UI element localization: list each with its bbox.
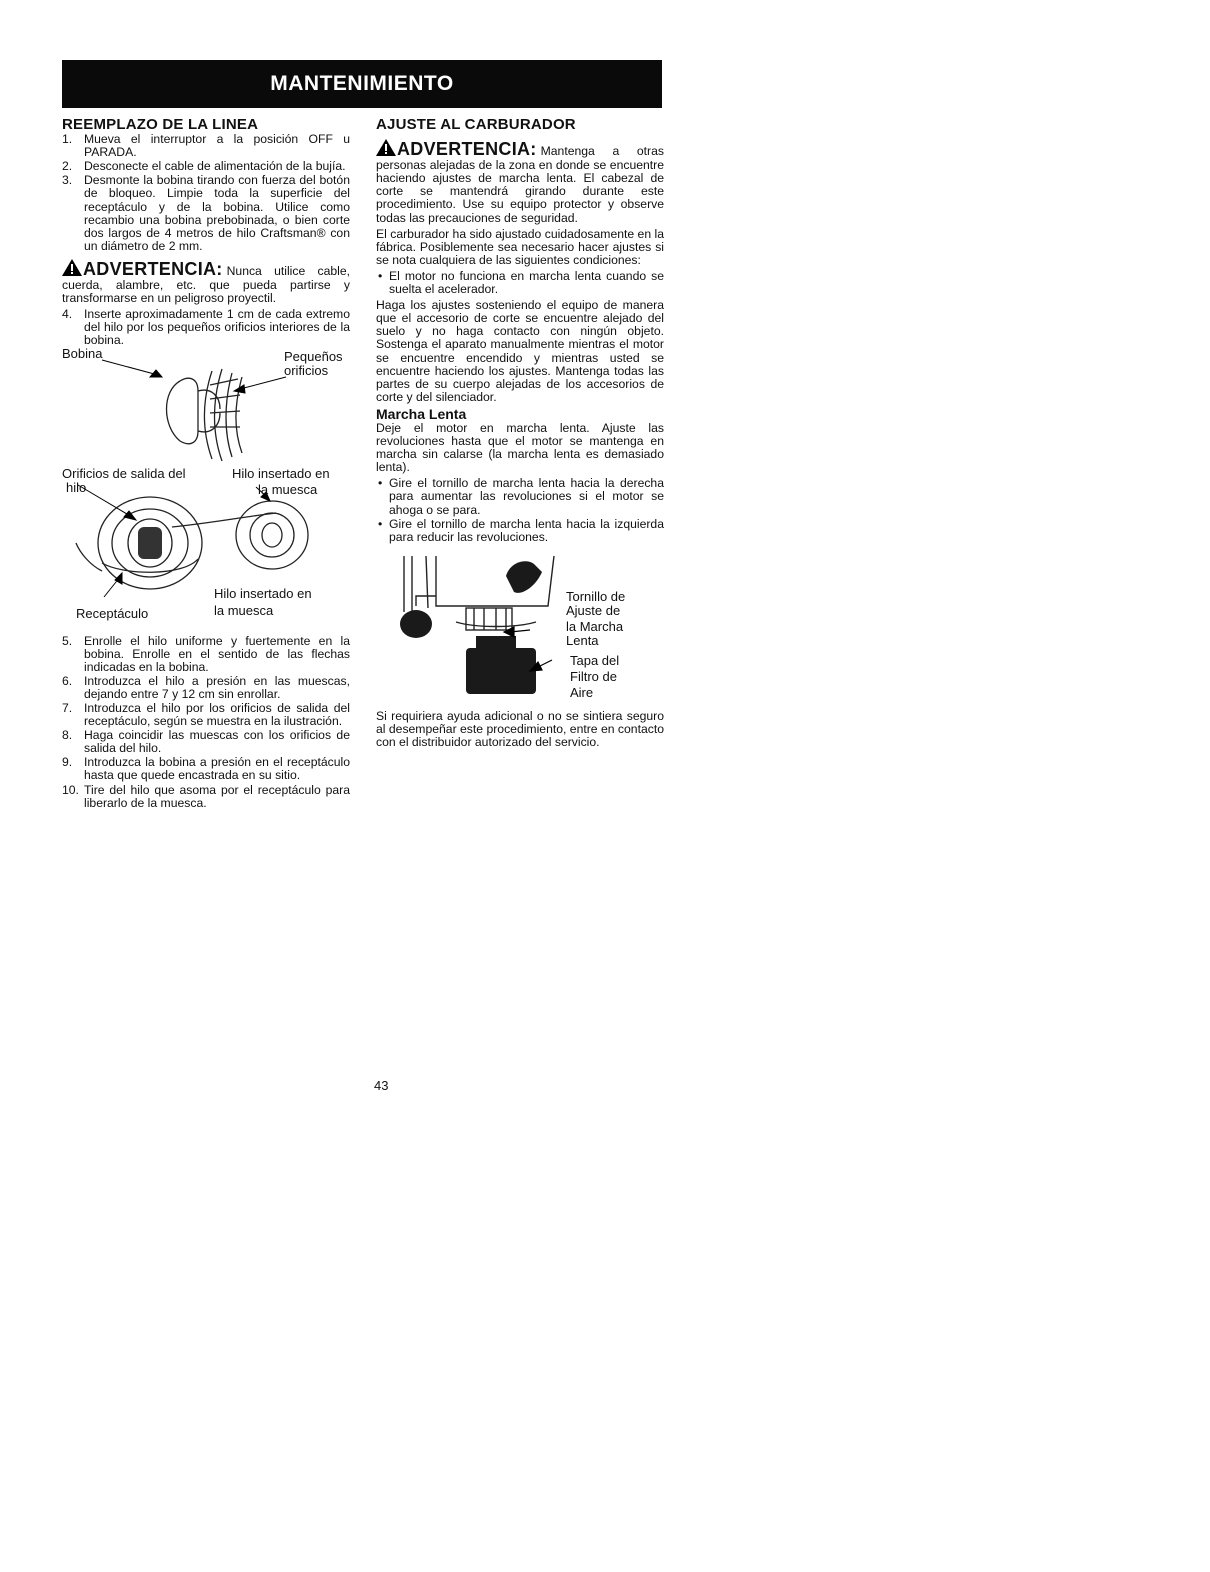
steps-list-b (62, 635, 350, 810)
step-item (62, 635, 350, 674)
line-replacement-heading: REEMPLAZO DE LA LINEA (62, 116, 259, 133)
steps-list-4 (62, 308, 350, 347)
step-number: 2. (62, 159, 73, 174)
step-item (62, 702, 350, 728)
step-text: Introduzca la bobina a presión en el receptáculo hasta que quede encastrada en su sitio. (84, 755, 350, 783)
step-item (62, 308, 350, 347)
step-text: Tire del hilo que asoma por el receptáculo para liberarlo de la muesca. (84, 782, 350, 810)
step-number: 9. (62, 755, 73, 770)
paragraph-idle: Deje el motor en marcha lenta. Ajuste las revoluciones hasta que el motor se mantenga en marcha sin calarse (la marcha lenta es demasiado lenta). (376, 420, 664, 475)
air-filter-cover-label-1: Tapa del (570, 652, 620, 668)
carburetor-warning (376, 139, 664, 225)
line-notch-top-label-1: Hilo insertado en (232, 465, 330, 481)
list-item: • Gire el tornillo de marcha lenta hacia la izquierda para reducir las revoluciones. (376, 518, 664, 544)
step-text: Introduzca el hilo por los orificios de salida del receptáculo, según se muestra en la ilustración. (84, 700, 350, 729)
step-number: 6. (62, 673, 73, 688)
step-item (62, 675, 350, 701)
warning-label: ADVERTENCIA: (83, 258, 223, 279)
idle-screw-label-1: Tornillo de (566, 588, 626, 604)
step-item (62, 160, 350, 173)
spool-label: Bobina (62, 345, 103, 361)
warning-text: Mantenga a otras personas alejadas de la zona en donde se encuentre haciendo ajustes de marcha lenta. El cabezal de corte se mantendrá girando durante este procedimiento. Use su equipo protector y observe todas las precauciones de seguridad. (376, 144, 664, 225)
exit-holes-label-1: Orificios de salida del (62, 465, 186, 481)
steps-list-a (62, 133, 350, 253)
list-item: • Gire el tornillo de marcha lenta hacia la derecha para aumentar las revoluciones si el motor se ahoga o se para. (376, 477, 664, 516)
air-filter-cover-label-3: Aire (570, 684, 594, 700)
warning-text: Nunca utilice cable, cuerda, alambre, etc. que pueda partirse y transformarse en un peligroso proyectil. (62, 263, 350, 306)
paragraph-adjust-procedure: Haga los ajustes sosteniendo el equipo de manera que el accesorio de corte se encuentre alejado del suelo y no haga contacto con ningún objeto. Sostenga el aparato manualmente mientras el motor se encuentre encendido y mientras usted se encuentre haciendo los ajustes. Mantenga todas las partes de su cuerpo alejadas de los accesorios de corte y del silenciador. (376, 298, 664, 404)
idle-screw-label-2: Ajuste de (566, 602, 621, 618)
step-item (62, 784, 350, 810)
step-number: 7. (62, 700, 73, 715)
left-column (62, 118, 350, 813)
step-text: Haga coincidir las muescas con los orificios de salida del hilo. (84, 728, 350, 756)
step-text: Inserte aproximadamente 1 cm de cada extremo del hilo por los pequeños orificios interiores de la bobina. (84, 307, 350, 348)
idle-screw-label-3: la Marcha (566, 618, 624, 634)
step-number: 5. (62, 633, 73, 648)
idle-screw-label-4: Lenta (566, 632, 599, 648)
idle-subheading: Marcha Lenta (376, 405, 467, 422)
small-holes-label-2: orificios (284, 362, 329, 378)
air-filter-cover-label-2: Filtro de (570, 668, 617, 684)
carburetor-figure (376, 552, 664, 708)
step-text: Mueva el interruptor a la posición OFF u PARADA. (84, 132, 350, 160)
paragraph-factory-adjusted: El carburador ha sido ajustado cuidadosamente en la fábrica. Posiblemente sea necesario hacer ajustes si se nota cualquiera de las siguientes condiciones: (376, 226, 664, 267)
section-title: MANTENIMIENTO (270, 72, 454, 95)
step-text: Introduzca el hilo a presión en las muescas, dejando entre 7 y 12 cm sin enrollar. (84, 673, 350, 701)
spool-figure (62, 345, 350, 463)
warning-label: ADVERTENCIA: (397, 139, 537, 160)
step-item (62, 133, 350, 159)
exit-holes-label-2: hilo (66, 479, 87, 495)
housing-figure (62, 467, 350, 631)
step-text: Desmonte la bobina tirando con fuerza del botón de bloqueo. Limpie toda la superficie del receptáculo y de la bobina. Utilice como recambio una bobina prebobinada, o bien corte dos largos de 4 metros de hilo Craftsman® con un diámetro de 2 mm. (84, 173, 350, 253)
step-number: 3. (62, 173, 73, 188)
line-warning (62, 259, 350, 305)
right-column (376, 118, 664, 752)
step-number: 1. (62, 132, 73, 147)
step-text: Desconecte el cable de alimentación de la bujía. (84, 159, 346, 174)
step-number: 8. (62, 728, 73, 743)
line-notch-bottom-label-1: Hilo insertado en (214, 585, 312, 601)
step-number: 10. (62, 782, 79, 797)
carburetor-heading: AJUSTE AL CARBURADOR (376, 116, 576, 133)
step-text: Enrolle el hilo uniforme y fuertemente en la bobina. Enrolle en el sentido de las flechas indicadas en la bobina. (84, 633, 350, 674)
line-notch-top-label-2: la muesca (258, 481, 318, 497)
warning-icon (62, 259, 82, 279)
housing-label: Receptáculo (76, 605, 149, 621)
step-item (62, 729, 350, 755)
small-holes-label-1: Pequeños (284, 348, 343, 364)
step-item (62, 174, 350, 253)
warning-icon (376, 139, 396, 159)
section-banner (62, 60, 662, 108)
step-item (62, 756, 350, 782)
line-notch-bottom-label-2: la muesca (214, 602, 274, 618)
list-item: • El motor no funciona en marcha lenta cuando se suelta el acelerador. (376, 270, 664, 296)
paragraph-dealer-assistance: Si requiriera ayuda adicional o no se sintiera seguro al desempeñar este procedimiento, entre en contacto con el distribuidor autorizado del servicio. (376, 708, 664, 749)
step-number: 4. (62, 307, 73, 322)
idle-screw-list (376, 477, 664, 543)
page-number: 43 (374, 1078, 389, 1093)
conditions-list (376, 270, 664, 296)
